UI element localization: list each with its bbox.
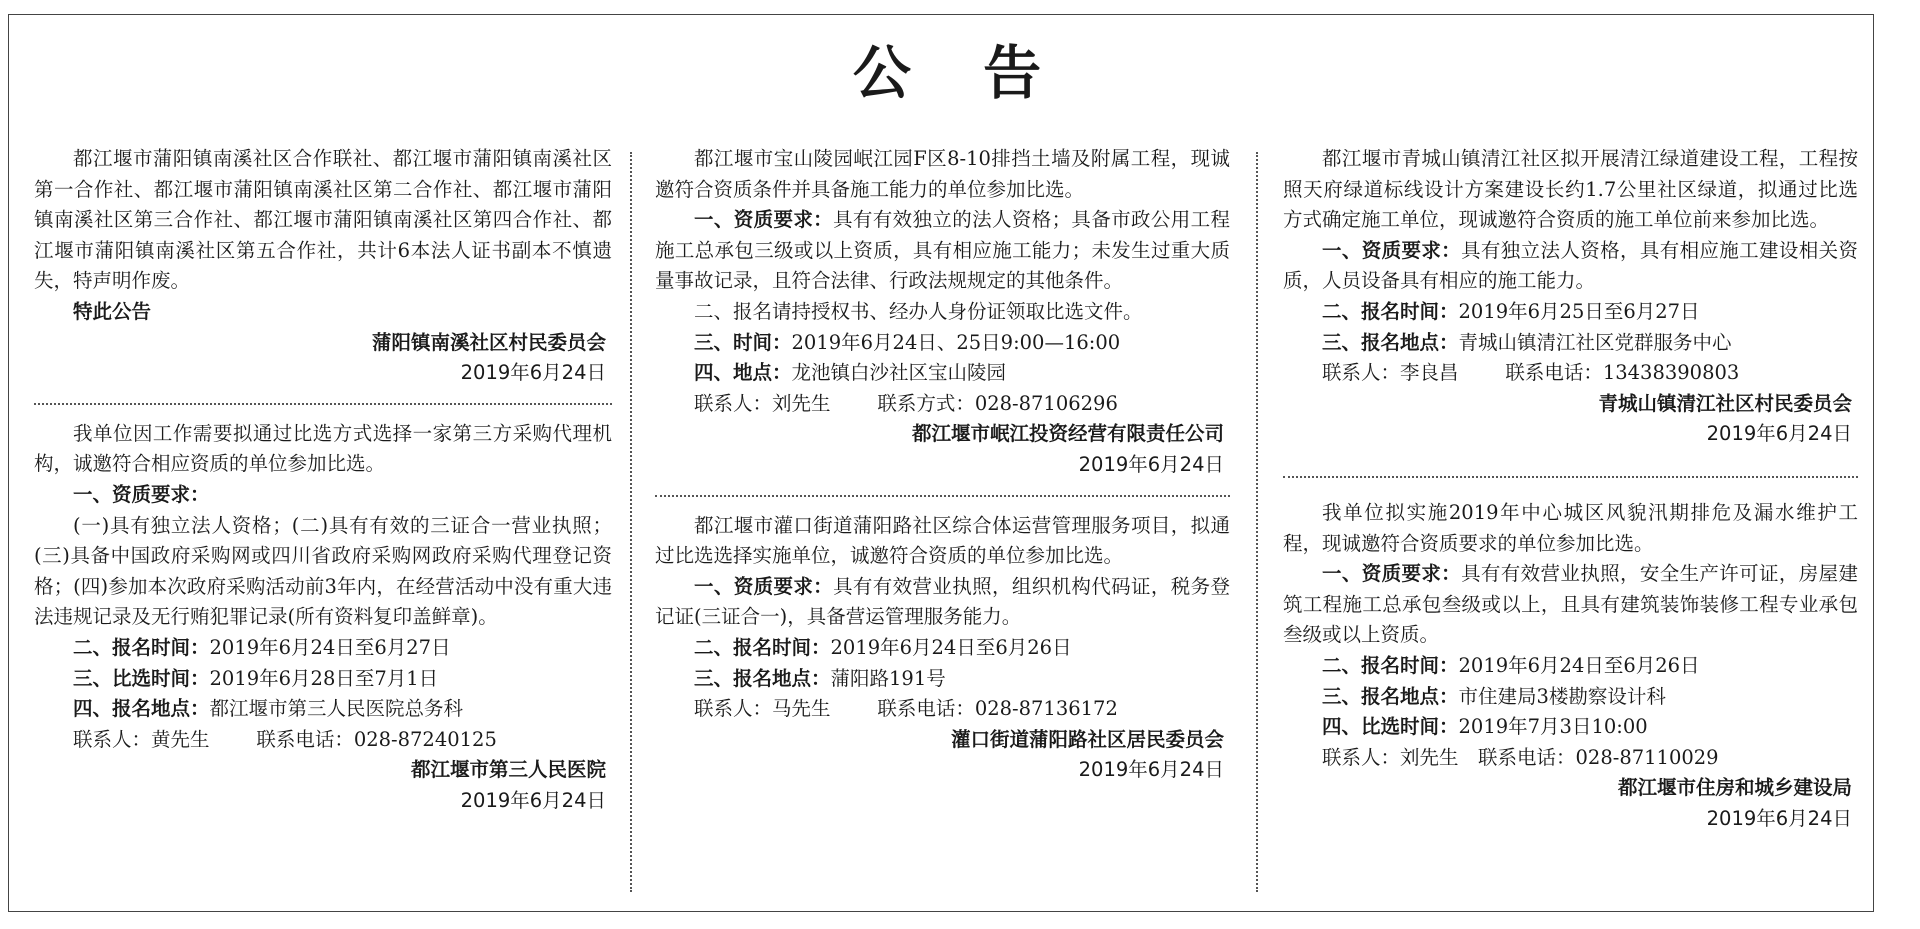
- notice-signer: 都江堰市住房和城乡建设局: [1617, 776, 1852, 800]
- notice-signer: 蒲阳镇南溪社区村民委员会: [371, 330, 606, 354]
- notice-flood-maintenance: [1283, 498, 1858, 835]
- notice-signer: 灌口街道蒲阳路社区居民委员会: [950, 727, 1224, 751]
- contact-phone: 联系电话：13438390803: [1505, 361, 1740, 385]
- contact-phone: 联系方式：028-87106296: [877, 391, 1118, 415]
- requirement-label: 一、资质要求：: [1322, 562, 1462, 586]
- column-divider-1: [630, 152, 632, 892]
- registration-label: 二、报名时间：: [1322, 653, 1459, 677]
- registration-label: 二、报名时间：: [73, 635, 210, 659]
- requirement-label: 一、资质要求：: [694, 208, 834, 232]
- registration-label: 二、报名时间：: [1322, 299, 1459, 323]
- notice-intro: 都江堰市宝山陵园岷江园F区8-10排挡土墙及附属工程，现诚邀符合资质条件并具备施工能力的单位参加比选。: [655, 147, 1230, 201]
- notice-retaining-wall: [655, 144, 1230, 481]
- selection-value: 2019年7月3日10:00: [1458, 715, 1648, 739]
- requirement-label: 一、资质要求：: [694, 574, 834, 598]
- notice-lost-certificates: [34, 144, 612, 389]
- notice-intro: 我单位拟实施2019年中心城区风貌汛期排危及漏水维护工程，现诚邀符合资质要求的单位参加比选。: [1283, 500, 1858, 555]
- selection-value: 2019年6月28日至7月1日: [209, 666, 439, 690]
- contact-person: 联系人：黄先生: [73, 727, 210, 751]
- column-divider-2: [1256, 152, 1258, 892]
- registration-value: 2019年6月24日至6月26日: [1458, 653, 1700, 677]
- location-value: 青城山镇清江社区党群服务中心: [1458, 330, 1732, 354]
- notice-greenway: [1283, 144, 1858, 450]
- notice-body: 都江堰市蒲阳镇南溪社区合作联社、都江堰市蒲阳镇南溪社区第一合作社、都江堰市蒲阳镇南溪社区第二合作社、都江堰市蒲阳镇南溪社区第三合作社、都江堰市蒲阳镇南溪社区第四合作社、都江堰市蒲阳镇南溪社区第五合作社，共计6本法人证书副本不慎遗失，特声明作废。: [34, 147, 612, 293]
- contact-person: 联系人：刘先生: [694, 391, 831, 415]
- location-value: 市住建局3楼勘察设计科: [1458, 684, 1666, 708]
- location-label: 三、报名地点：: [1322, 684, 1459, 708]
- notice-intro: 都江堰市灌口街道蒲阳路社区综合体运营管理服务项目，拟通过比选选择实施单位，诚邀符合资质的单位参加比选。: [655, 513, 1230, 568]
- notice-community-complex: [655, 511, 1230, 786]
- notice-signer: 青城山镇清江社区村民委员会: [1598, 391, 1852, 415]
- selection-label: 四、比选时间：: [1322, 715, 1459, 739]
- contact-phone: 联系电话：028-87136172: [877, 697, 1118, 721]
- notice-date: 2019年6月24日: [460, 788, 606, 812]
- notice-procurement-agency: [34, 419, 612, 817]
- requirement-body: (一)具有独立法人资格；(二)具有有效的三证合一营业执照；(三)具备中国政府采购网或四川省政府采购网政府采购代理登记资格；(四)参加本次政府采购活动前3年内，在经营活动中没有重大违法违规记录及无行贿犯罪记录(所有资料复印盖鲜章)。: [34, 513, 612, 629]
- time-value: 2019年6月24日、25日9:00—16:00: [791, 330, 1121, 354]
- contact-person: 联系人：李良昌: [1322, 361, 1459, 385]
- notice-divider: [1283, 476, 1858, 478]
- contact-phone: 联系电话：028-87110029: [1478, 745, 1719, 769]
- registration-value: 2019年6月25日至6月27日: [1458, 299, 1700, 323]
- contact-person: 联系人：刘先生: [1322, 745, 1459, 769]
- requirement-label: 一、资质要求：: [1322, 238, 1462, 262]
- location-label: 四、报名地点：: [73, 697, 210, 721]
- contact-phone: 联系电话：028-87240125: [256, 727, 497, 751]
- place-value: 龙池镇白沙社区宝山陵园: [791, 361, 1007, 385]
- notice-divider: [34, 403, 612, 405]
- notice-date: 2019年6月24日: [1078, 452, 1224, 476]
- requirement-value: 具有有效独立的法人资格；具备市政公用工程施工总承包三级或以上资质，具有相应施工能力；未发生过重大质量事故记录，且符合法律、行政法规规定的其他条件。: [655, 208, 1230, 293]
- requirement-value: 具有有效营业执照，组织机构代码证，税务登记证(三证合一)，具备营运管理服务能力。: [655, 574, 1230, 629]
- registration-instruction: 二、报名请持授权书、经办人身份证领取比选文件。: [694, 299, 1143, 323]
- location-value: 都江堰市第三人民医院总务科: [209, 697, 464, 721]
- column-2: [655, 144, 1230, 786]
- registration-value: 2019年6月24日至6月27日: [209, 635, 451, 659]
- contact-person: 联系人：马先生: [694, 697, 831, 721]
- page-title: 公 告: [852, 39, 1068, 107]
- notice-signer: 都江堰市第三人民医院: [410, 758, 606, 782]
- notice-date: 2019年6月24日: [460, 361, 606, 385]
- place-label: 四、地点：: [694, 361, 792, 385]
- notice-closing: 特此公告: [73, 299, 152, 323]
- time-label: 三、时间：: [694, 330, 792, 354]
- requirement-label: 一、资质要求：: [73, 482, 210, 506]
- column-1: [34, 144, 612, 816]
- location-value: 蒲阳路191号: [830, 666, 946, 690]
- notice-intro: 都江堰市青城山镇清江社区拟开展清江绿道建设工程，工程按照天府绿道标线设计方案建设长约1.7公里社区绿道，拟通过比选方式确定施工单位，现诚邀符合资质的施工单位前来参加比选。: [1283, 147, 1858, 232]
- notice-date: 2019年6月24日: [1706, 422, 1852, 446]
- requirement-value: 具有有效营业执照，安全生产许可证，房屋建筑工程施工总承包叁级或以上，且具有建筑装饰装修工程专业承包叁级或以上资质。: [1283, 562, 1858, 647]
- registration-label: 二、报名时间：: [694, 635, 831, 659]
- requirement-value: 具有独立法人资格，具有相应施工建设相关资质，人员设备具有相应的施工能力。: [1283, 238, 1858, 293]
- notice-date: 2019年6月24日: [1078, 758, 1224, 782]
- column-3: [1283, 144, 1858, 834]
- registration-value: 2019年6月24日至6月26日: [830, 635, 1072, 659]
- notice-date: 2019年6月24日: [1706, 806, 1852, 830]
- notice-divider: [655, 495, 1230, 497]
- notice-signer: 都江堰市岷江投资经营有限责任公司: [911, 422, 1224, 446]
- selection-label: 三、比选时间：: [73, 666, 210, 690]
- notice-intro: 我单位因工作需要拟通过比选方式选择一家第三方采购代理机构，诚邀符合相应资质的单位参加比选。: [34, 421, 612, 476]
- location-label: 三、报名地点：: [1322, 330, 1459, 354]
- location-label: 三、报名地点：: [694, 666, 831, 690]
